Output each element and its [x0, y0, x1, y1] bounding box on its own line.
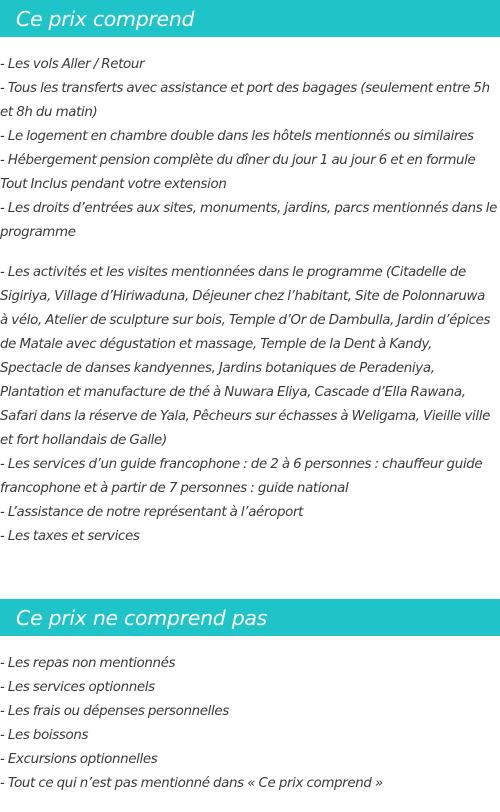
section-title-included: Ce prix comprend [16, 6, 195, 31]
list-item: - Tous les transferts avec assistance et port des bagages (seulement entre 5h et 8h du matin) [0, 81, 490, 120]
list-item: - Les activités et les visites mentionnées dans le programme (Citadelle de Sigiriya, Village d’Hiriwaduna, Déjeuner chez l’habitant, Site de Polonnaruwa à vélo, Atelier de sculpture sur bois, Temple d’Or de Dambulla, Jardin d’épices de Matale avec dégustation et massage, Temple de la Dent à Kandy, Spectacle de danses kandyennes, Jardins botaniques de Peradeniya, Plantation et manufacture de thé à Nuwara Eliya, Cascade d’Ella Rawana, Safari dans la réserve de Yala, Pêcheurs sur échasses à Weligama, Vieille ville et fort hollandais de Galle) [0, 265, 491, 448]
list-item: - L’assistance de notre représentant à l’aéroport [0, 505, 303, 520]
list-item: - Les taxes et services [0, 529, 140, 544]
list-item: - Les services optionnels [0, 680, 155, 695]
list-item: - Les boissons [0, 728, 89, 743]
section-header-included [0, 0, 500, 37]
section-title-excluded: Ce prix ne comprend pas [16, 605, 268, 630]
included-list-part2 [0, 261, 500, 549]
list-item: - Les droits d’entrées aux sites, monuments, jardins, parcs mentionnés dans le programme [0, 201, 498, 240]
list-item: - Tout ce qui n’est pas mentionné dans « Ce prix comprend » [0, 776, 383, 791]
included-list-part1 [0, 53, 500, 245]
list-item: - Les services d’un guide francophone : de 2 à 6 personnes : chauffeur guide francophone et à partir de 7 personnes : guide national [0, 457, 483, 496]
section-header-excluded [0, 599, 500, 636]
excluded-list [0, 652, 500, 796]
list-item: - Excursions optionnelles [0, 752, 158, 767]
list-item: - Les frais ou dépenses personnelles [0, 704, 229, 719]
list-item: - Les vols Aller / Retour [0, 57, 145, 72]
list-item: - Le logement en chambre double dans les hôtels mentionnés ou similaires [0, 129, 474, 144]
list-item: - Hébergement pension complète du dîner du jour 1 au jour 6 et en formule Tout Inclus pendant votre extension [0, 153, 476, 192]
list-item: - Les repas non mentionnés [0, 656, 176, 671]
